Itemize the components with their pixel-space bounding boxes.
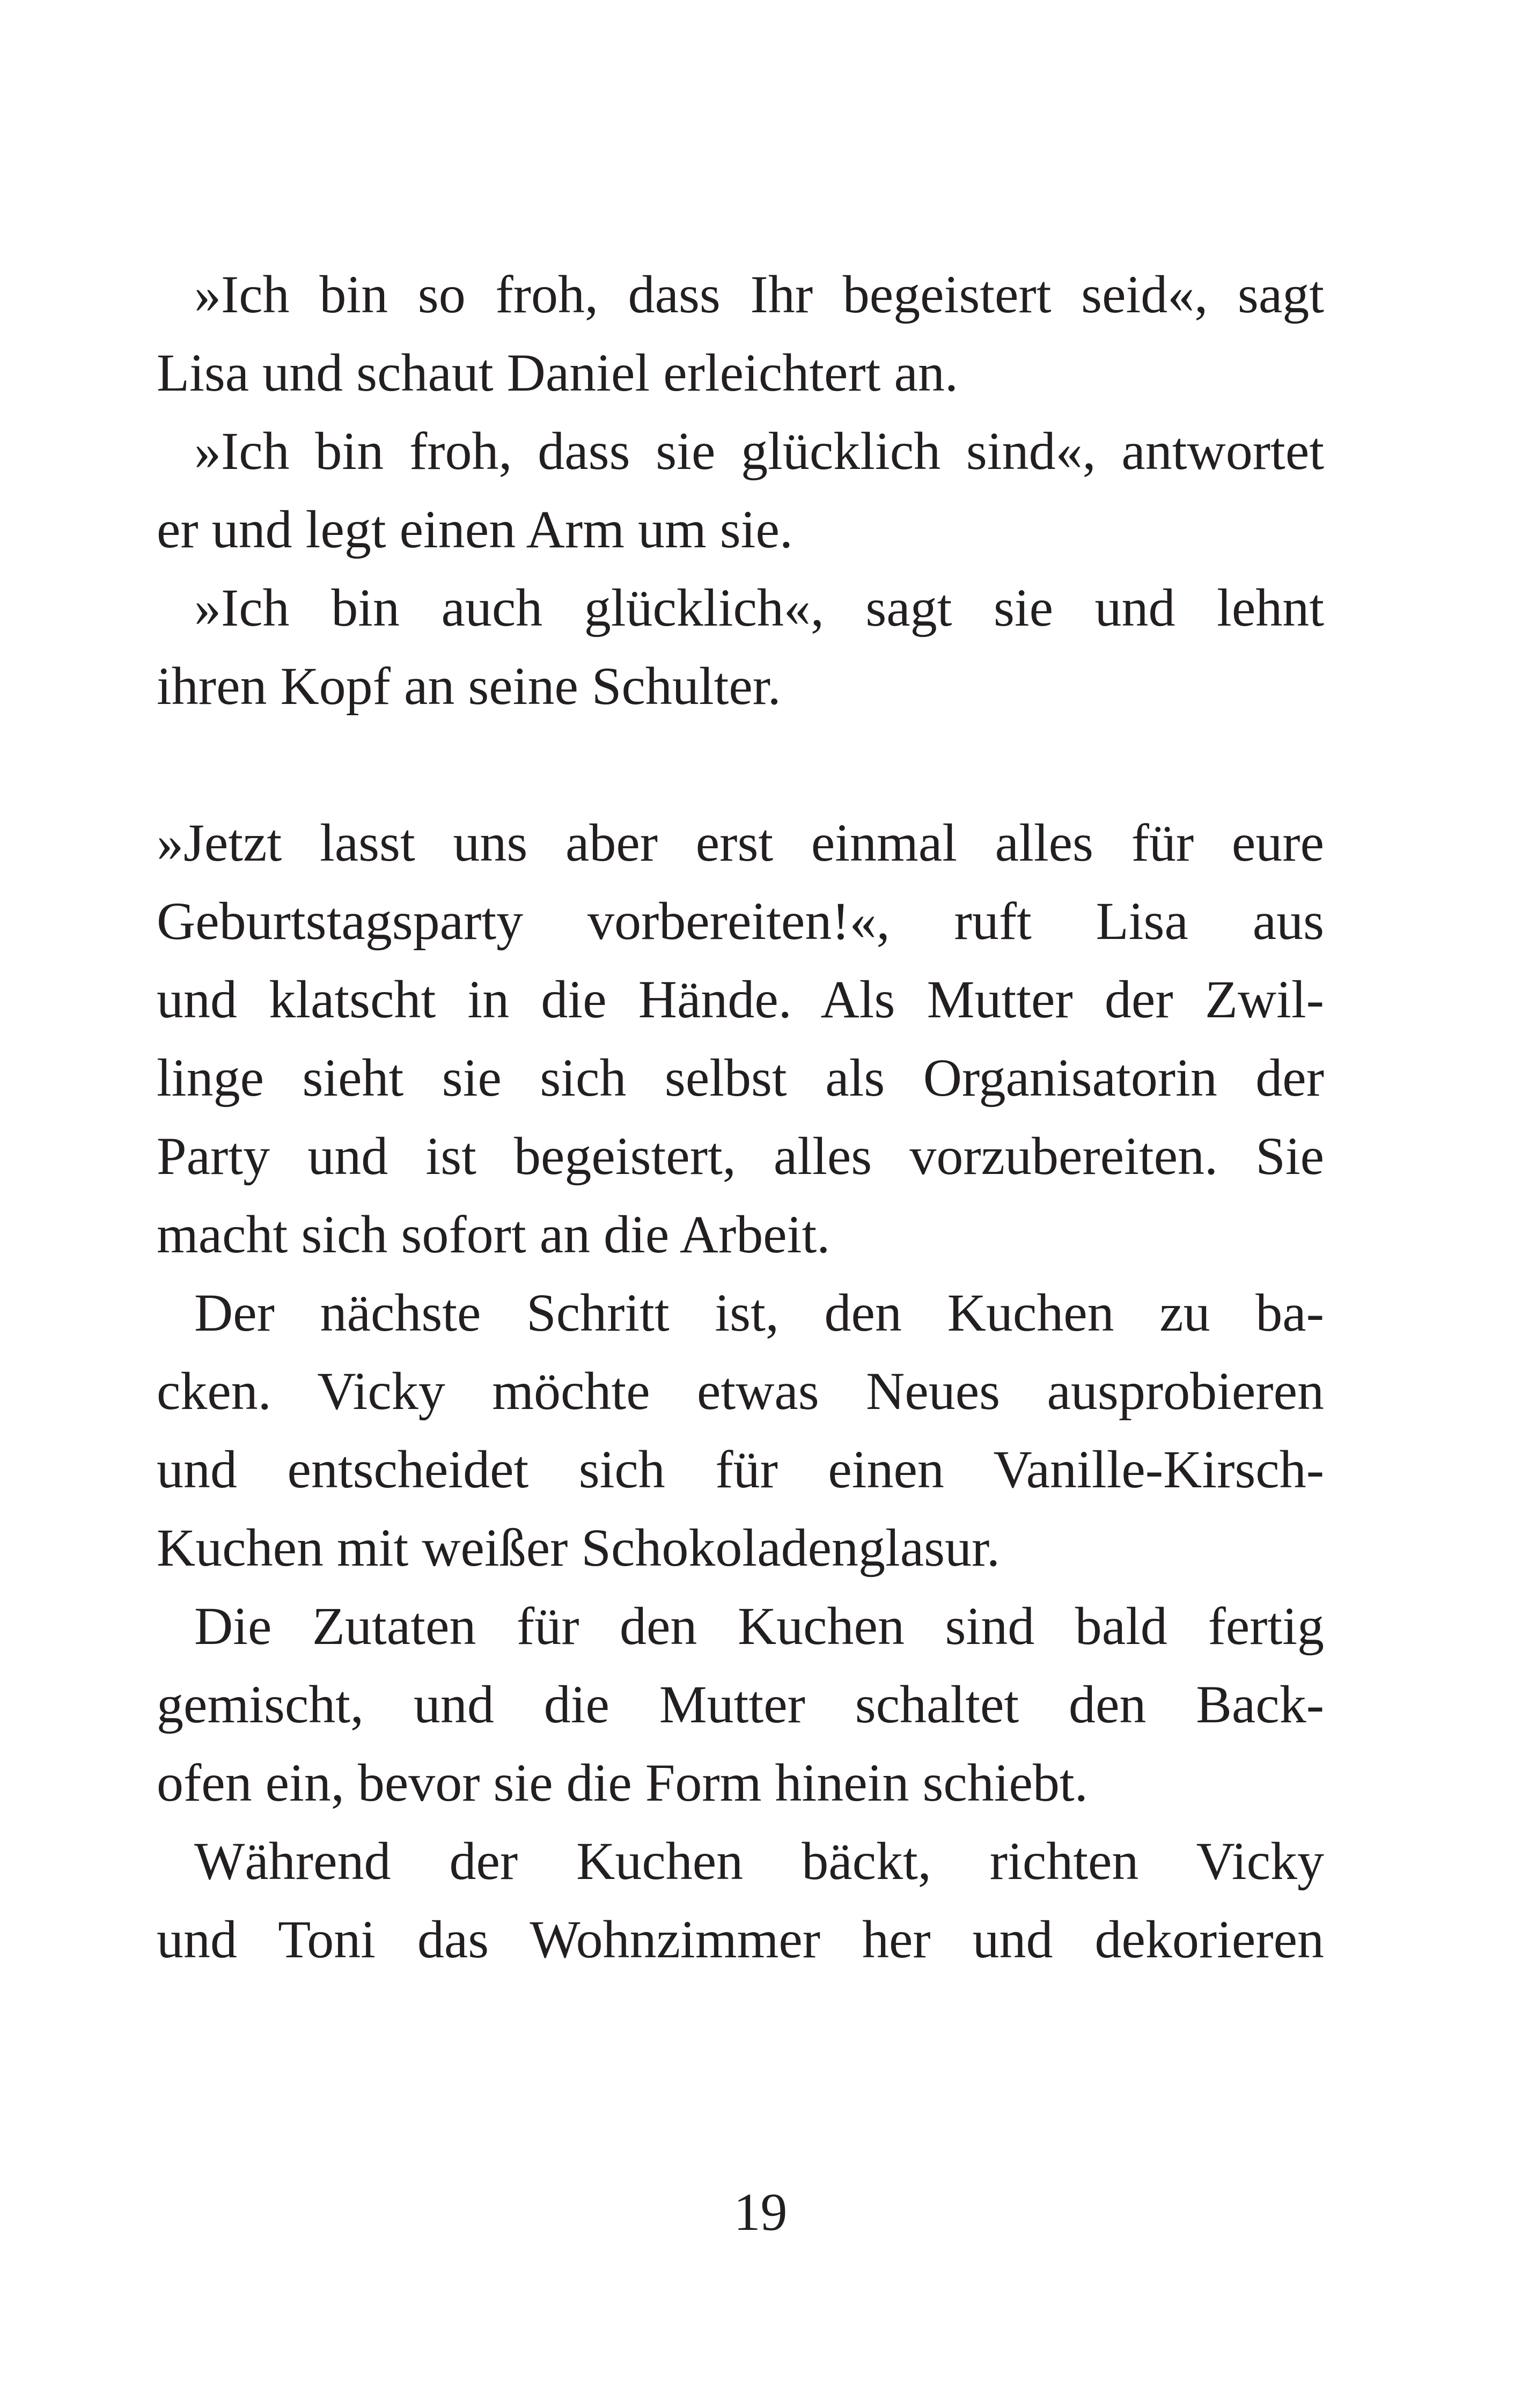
text-line: gemischt, und die Mutter schaltet den Back- <box>157 1675 1324 1734</box>
text-line: Die Zutaten für den Kuchen sind bald fertig <box>194 1596 1324 1656</box>
text-line: er und legt einen Arm um sie. <box>157 500 793 559</box>
text-line: Der nächste Schritt ist, den Kuchen zu ba- <box>194 1283 1324 1342</box>
text-line: und klatscht in die Hände. Als Mutter der Zwil- <box>157 970 1324 1029</box>
text-line: Party und ist begeistert, alles vorzubereiten. Sie <box>157 1126 1324 1186</box>
text-line: Kuchen mit weißer Schokoladenglasur. <box>157 1518 1000 1577</box>
text-line: Geburtstagsparty vorbereiten!«, ruft Lisa aus <box>157 891 1324 951</box>
text-line: macht sich sofort an die Arbeit. <box>157 1205 831 1264</box>
text-line: linge sieht sie sich selbst als Organisatorin der <box>157 1048 1324 1107</box>
text-line: »Ich bin auch glücklich«, sagt sie und lehnt <box>194 578 1324 637</box>
page-number: 19 <box>733 2182 788 2242</box>
text-line: »Ich bin froh, dass sie glücklich sind«, antwortet <box>194 421 1324 481</box>
text-line: ihren Kopf an seine Schulter. <box>157 656 781 716</box>
text-line: »Jetzt lasst uns aber erst einmal alles für eure <box>157 813 1324 872</box>
text-line: ofen ein, bevor sie die Form hinein schiebt. <box>157 1753 1088 1812</box>
text-line: und entscheidet sich für einen Vanille-Kirsch- <box>157 1440 1324 1499</box>
text-line: »Ich bin so froh, dass Ihr begeistert seid«, sagt <box>194 265 1324 324</box>
body-text <box>157 255 1324 1979</box>
text-line: cken. Vicky möchte etwas Neues ausprobieren <box>157 1361 1324 1421</box>
text-line: Während der Kuchen bäckt, richten Vicky <box>194 1831 1324 1891</box>
section-break <box>157 725 1324 804</box>
text-line: Lisa und schaut Daniel erleichtert an. <box>157 343 958 402</box>
text-line: und Toni das Wohnzimmer her und dekorieren <box>157 1910 1324 1969</box>
